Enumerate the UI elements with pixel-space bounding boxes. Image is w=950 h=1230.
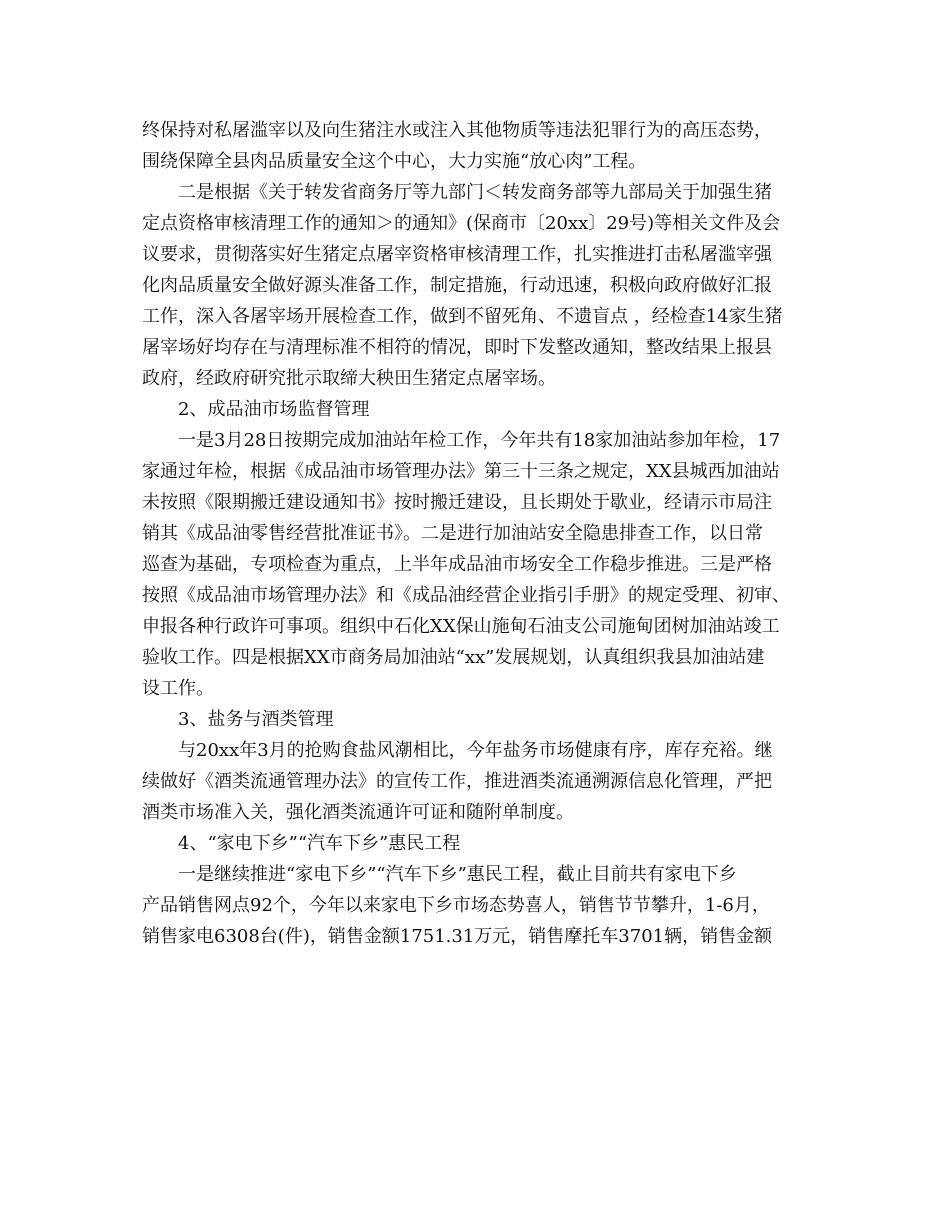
text-line: 与20xx年3月的抢购食盐风潮相比，今年盐务市场健康有序，库存充裕。继 xyxy=(178,740,773,761)
text-line: 终保持对私屠滥宰以及向生猪注水或注入其他物质等违法犯罪行为的高压态势， xyxy=(142,120,772,141)
text-line: 政府，经政府研究批示取缔大秧田生猪定点屠宰场。 xyxy=(142,368,556,389)
text-line: 产品销售网点92个，今年以来家电下乡市场态势喜人，销售节节攀升，1-6月， xyxy=(142,895,770,916)
text-line: 定点资格审核清理工作的通知＞的通知》(保商市〔20xx〕29号)等相关文件及会 xyxy=(142,213,781,234)
text-line: 屠宰场好均存在与清理标准不相符的情况，即时下发整改通知，整改结果上报县 xyxy=(142,337,772,358)
text-line: 围绕保障全县肉品质量安全这个中心，大力实施“放心肉”工程。 xyxy=(142,151,647,172)
text-line: 一是继续推进“家电下乡”“汽车下乡”惠民工程，截止目前共有家电下乡 xyxy=(178,864,737,885)
text-line: 工作，深入各屠宰场开展检查工作，做到不留死角、不遗盲点 ，经检查14家生猪 xyxy=(142,306,783,327)
text-line: 一是3月28日按期完成加油站年检工作，今年共有18家加油站参加年检，17 xyxy=(178,430,781,451)
text-line: 未按照《限期搬迁建设通知书》按时搬迁建设，且长期处于歇业，经请示市局注 xyxy=(142,492,772,513)
text-line: 2、成品油市场监督管理 xyxy=(178,399,370,420)
text-line: 销售家电6308台(件)，销售金额1751.31万元，销售摩托车3701辆，销售金额 xyxy=(142,926,773,947)
text-line: 申报各种行政许可事项。组织中石化XX保山施甸石油支公司施甸团树加油站竣工 xyxy=(142,616,780,637)
text-line: 巡查为基础，专项检查为重点，上半年成品油市场安全工作稳步推进。三是严格 xyxy=(142,554,772,575)
text-line: 销其《成品油零售经营批准证书》。二是进行加油站安全隐患排查工作，以日常 xyxy=(142,523,763,544)
text-line: 设工作。 xyxy=(142,678,214,699)
text-line: 3、盐务与酒类管理 xyxy=(178,709,334,730)
text-line: 二是根据《关于转发省商务厅等九部门＜转发商务部等九部局关于加强生猪 xyxy=(178,182,772,203)
text-line: 按照《成品油市场管理办法》和《成品油经营企业指引手册》的规定受理、初审、 xyxy=(142,585,790,606)
text-line: 酒类市场准入关，强化酒类流通许可证和随附单制度。 xyxy=(142,802,574,823)
document-body xyxy=(142,115,810,952)
text-line: 议要求，贯彻落实好生猪定点屠宰资格审核清理工作，扎实推进打击私屠滥宰强 xyxy=(142,244,772,265)
text-line: 验收工作。四是根据XX市商务局加油站“xx”发展规划，认真组织我县加油站建 xyxy=(142,647,765,668)
text-line: 化肉品质量安全做好源头准备工作，制定措施，行动迅速，积极向政府做好汇报 xyxy=(142,275,772,296)
text-line: 续做好《酒类流通管理办法》的宣传工作，推进酒类流通溯源信息化管理，严把 xyxy=(142,771,772,792)
text-line: 4、“家电下乡”“汽车下乡”惠民工程 xyxy=(178,833,461,854)
text-line: 家通过年检，根据《成品油市场管理办法》第三十三条之规定，XX县城西加油站 xyxy=(142,461,780,482)
